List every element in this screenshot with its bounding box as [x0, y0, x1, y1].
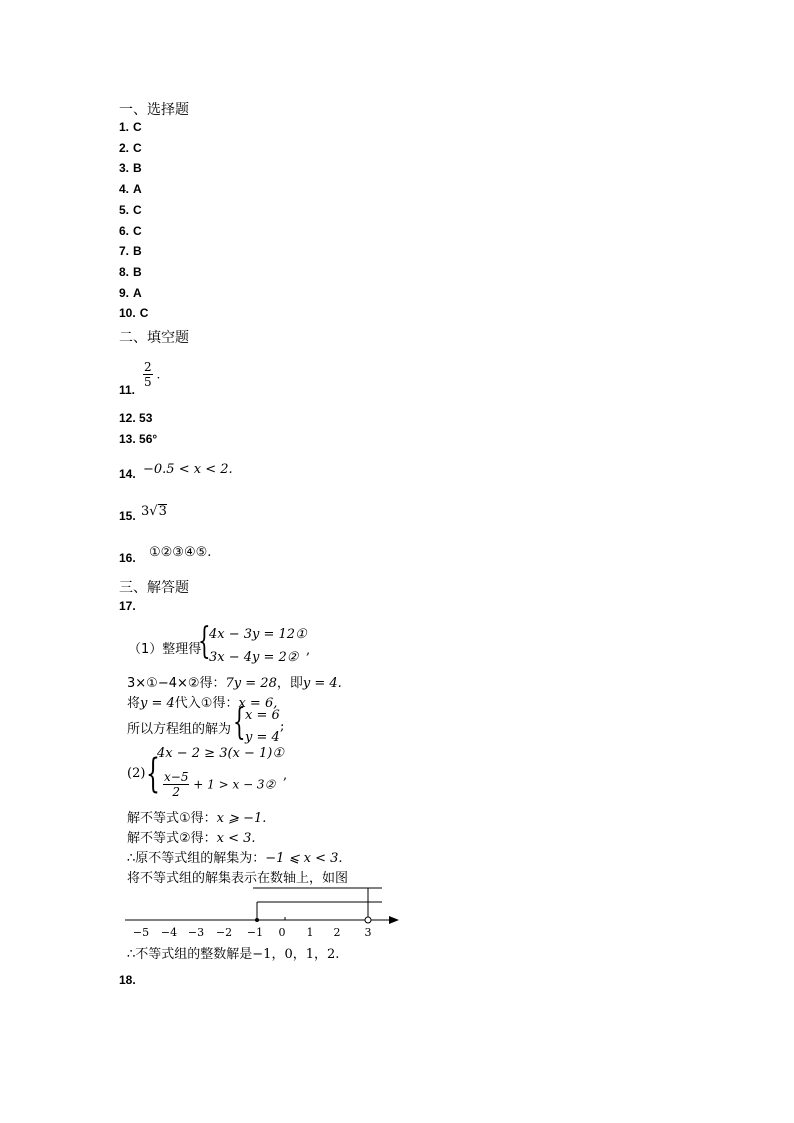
q17-part2-step1: [127, 807, 266, 826]
choice-answer-item: [119, 203, 142, 217]
q17-s1-b: x ⩾ −1.: [216, 811, 267, 826]
choice-answer-letter: B: [133, 264, 142, 279]
q16-number: 16.: [119, 551, 136, 565]
choice-answer-number: 6.: [119, 223, 130, 238]
q17-part2-step2: [127, 827, 256, 846]
q17-ineq2-numerator: x−5: [164, 770, 189, 784]
q17-s3-b: −1 ⩽ x < 3.: [265, 851, 343, 866]
q11-numerator: 2: [144, 360, 152, 374]
q17-s1-a: 解不等式①得：: [127, 811, 217, 826]
number-line-arrow: [389, 916, 399, 924]
section-heading-choice: 一、选择题: [119, 102, 189, 118]
choice-answer-number: 8.: [119, 264, 130, 279]
q11-number: 11.: [119, 383, 136, 397]
tick-label: −5: [132, 926, 150, 939]
closed-point-minus-one: [255, 918, 259, 922]
section-heading-fill: 二、填空题: [119, 330, 189, 346]
q17-s5-b: −1，0，1，2.: [252, 947, 340, 962]
q17-part1-step1: [127, 672, 342, 691]
choice-answer-item: [119, 161, 142, 175]
choice-answer-letter: C: [133, 223, 142, 238]
q17-part1-brace: {: [198, 621, 211, 662]
q17-step1-d: y = 4.: [302, 676, 342, 691]
q17-step1-c: ，即: [276, 676, 303, 691]
q17-s2-a: 解不等式②得：: [127, 831, 217, 846]
choice-answer-number: 1.: [119, 120, 130, 134]
choice-answer-number: 7.: [119, 244, 130, 259]
choice-answer-letter: C: [133, 120, 142, 134]
choice-answer-item: [119, 141, 142, 155]
q17-solution-x: x = 6: [245, 708, 280, 723]
choice-answer-item: [119, 286, 142, 300]
choice-answer-item: [119, 182, 142, 196]
q17-step1-a: 3×①−4×②得：: [127, 676, 226, 691]
q17-part2-step4: 将不等式组的解集表示在数轴上，如图: [127, 871, 349, 886]
q12-answer: 12. 53: [119, 411, 153, 425]
q17-solution-y: y = 4: [245, 730, 280, 745]
q17-part2-comma: ,: [283, 768, 288, 783]
choice-answer-letter: A: [133, 182, 142, 197]
choice-answer-letter: B: [133, 161, 142, 176]
q15-answer: 3√3: [141, 504, 167, 519]
q17-s5-a: ∴不等式组的整数解是: [127, 947, 253, 962]
q17-step2-c: 代入①得：: [174, 696, 239, 711]
choice-answer-letter: C: [133, 140, 142, 155]
tick-label: −4: [160, 926, 178, 939]
choice-answer-number: 9.: [119, 285, 130, 300]
tick-label: −3: [187, 926, 205, 939]
q15-number: 15.: [119, 509, 136, 523]
choice-answer-number: 4.: [119, 182, 130, 197]
choice-answer-item: [119, 265, 142, 279]
q17-number: 17.: [119, 599, 136, 613]
choice-answer-item: [119, 224, 142, 238]
q17-ineq1: 4x − 2 ≥ 3(x − 1)①: [157, 746, 285, 761]
tick-label: −1: [246, 926, 264, 939]
choice-answer-letter: C: [139, 306, 149, 321]
q11-tail: .: [156, 367, 161, 382]
choice-answer-letter: A: [133, 285, 142, 300]
q14-answer: −0.5 < x < 2.: [143, 462, 233, 477]
choice-answer-number: 5.: [119, 202, 130, 217]
q17-s2-b: x < 3.: [216, 831, 256, 846]
q13-answer: 13. 56°: [119, 432, 158, 446]
q17-part1-label: （1）整理得: [128, 642, 202, 657]
q17-part2-step5: [127, 943, 339, 962]
q17-part1-eq1: 4x − 3y = 12①: [209, 627, 307, 642]
q14-number: 14.: [119, 467, 136, 481]
tick-label: 2: [333, 926, 341, 939]
q11-denominator: 5: [144, 375, 152, 389]
choice-answer-item: [119, 120, 142, 134]
q17-step2-d: x = 6,: [238, 696, 278, 711]
q17-s3-a: ∴原不等式组的解集为：: [127, 851, 266, 866]
open-point-three: [365, 917, 371, 923]
q17-part2-step3: [127, 847, 343, 866]
q17-ineq2-denominator: 2: [163, 784, 189, 799]
q17-step1-b: 7y = 28: [225, 676, 277, 691]
tick-label: 0: [278, 926, 286, 939]
choice-answer-item: [119, 306, 148, 320]
section-heading-solve: 三、解答题: [119, 580, 189, 596]
q11-fraction: [143, 360, 160, 389]
choice-answer-item: [119, 244, 142, 258]
q17-solution-tail: ;: [280, 719, 285, 734]
choice-answer-letter: C: [133, 202, 142, 217]
q17-part2-label: (2): [127, 766, 146, 781]
q17-part1-eq2: 3x − 4y = 2②: [209, 650, 299, 665]
choice-answer-number: 10.: [119, 306, 136, 321]
tick-label: 3: [364, 926, 372, 939]
tick-label: 1: [306, 926, 314, 939]
tick-labels: [133, 926, 372, 939]
choice-answer-number: 2.: [119, 140, 130, 155]
q15-coefficient: 3: [141, 504, 150, 519]
q15-radicand: 3: [158, 504, 167, 519]
choice-answer-number: 3.: [119, 161, 130, 176]
choice-answer-letter: B: [133, 244, 142, 259]
q16-answer: ①②③④⑤.: [149, 545, 212, 560]
q17-solution-brace: {: [233, 702, 246, 743]
q17-part1-solution-label: 所以方程组的解为: [127, 722, 232, 737]
q17-step2-b: y = 4: [140, 696, 175, 711]
q17-step2-a: 将: [127, 696, 141, 711]
tick-label: −2: [215, 926, 233, 939]
number-line-figure: [125, 884, 405, 942]
q18-number: 18.: [119, 973, 136, 987]
q17-part2-brace: {: [146, 751, 160, 797]
q17-ineq2-rest: + 1 > x − 3②: [193, 777, 276, 792]
q17-part1-comma: ,: [306, 643, 311, 658]
q17-ineq2: [163, 770, 275, 799]
